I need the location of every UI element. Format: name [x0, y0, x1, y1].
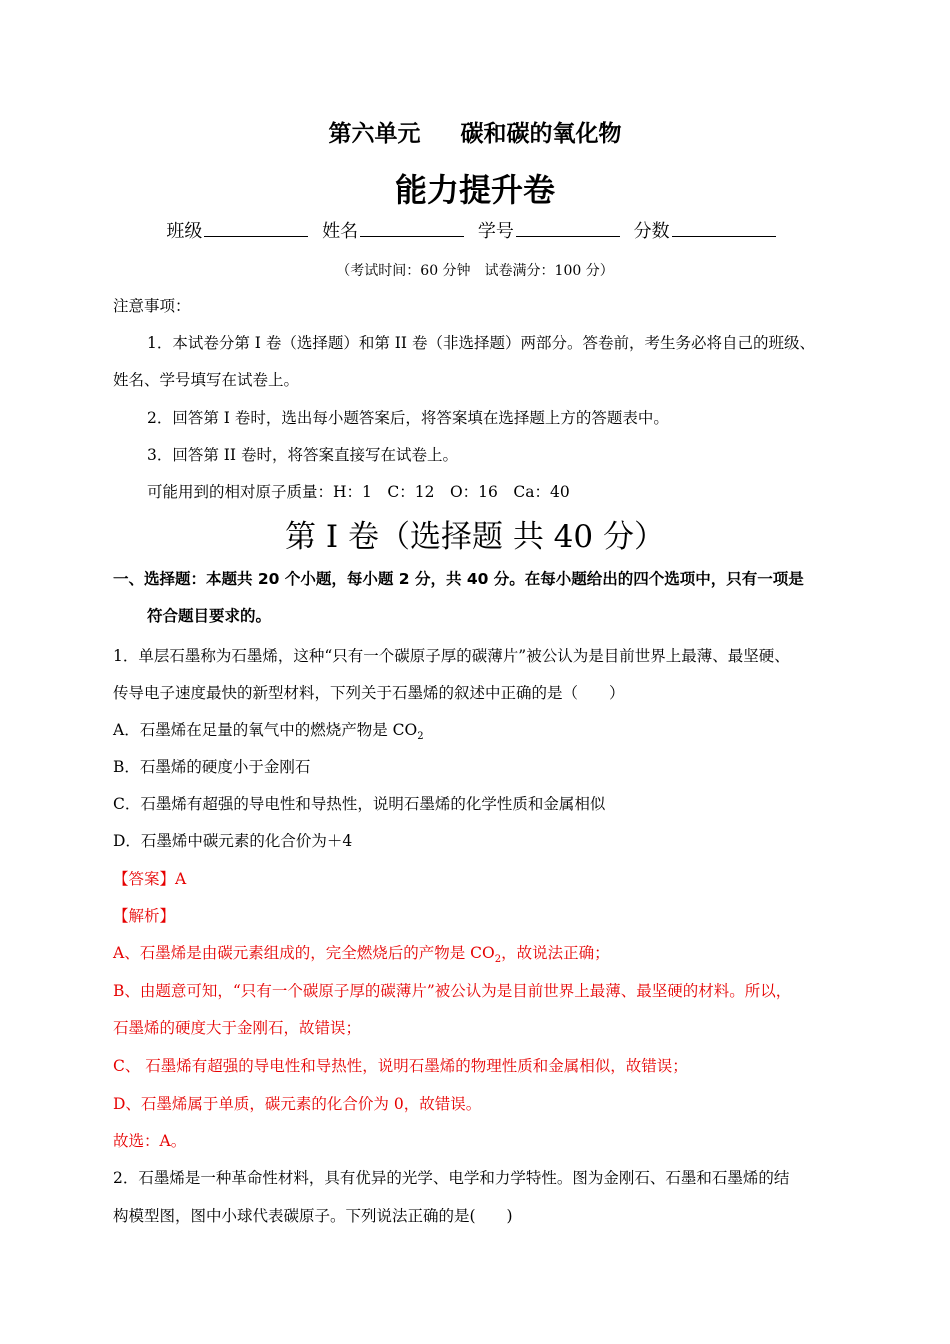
section-instruction-cont: 符合题目要求的。: [147, 607, 272, 625]
q1-option-a-sub: 2: [417, 731, 424, 743]
notice-heading: 注意事项：: [113, 297, 191, 315]
q1-answer: 【答案】A: [113, 870, 187, 888]
q2-stem: 2．石墨烯是一种革命性材料，具有优异的光学、电学和力学特性。图为金刚石、石墨和石墨烯的结: [113, 1169, 790, 1187]
q1-conclusion: 故选：A。: [113, 1132, 187, 1150]
q2-stem-cont: 构模型图，图中小球代表碳原子。下列说法正确的是( ): [113, 1207, 513, 1225]
section-title: 第 I 卷（选择题 共 40 分）: [285, 519, 665, 555]
class-label: 班级: [166, 221, 203, 242]
notice-item-2: 2．回答第 I 卷时，选出每小题答案后，将答案填在选择题上方的答题表中。: [147, 409, 669, 427]
name-blank: [360, 220, 464, 237]
id-blank: [516, 220, 620, 237]
q1-option-b: B．石墨烯的硬度小于金刚石: [113, 758, 311, 776]
q1-explain-c: C、 石墨烯有超强的导电性和导热性，说明石墨烯的物理性质和金属相似，故错误；: [113, 1057, 688, 1075]
q1-option-a-text: A．石墨烯在足量的氧气中的燃烧产物是 CO: [113, 721, 418, 739]
student-info-row: [0, 220, 950, 244]
q1-explain-a: [113, 942, 610, 971]
notice-item-1: 1．本试卷分第 I 卷（选择题）和第 II 卷（非选择题）两部分。答卷前，考生务必将自己的班级、: [147, 334, 815, 352]
q1-explain-a-pre: A、石墨烯是由碳元素组成的，完全燃烧后的产物是 CO: [113, 944, 495, 962]
q1-explain-d: D、石墨烯属于单质，碳元素的化合价为 0，故错误。: [113, 1095, 482, 1113]
unit-topic: 碳和碳的氧化物: [460, 121, 622, 147]
class-blank: [204, 220, 308, 237]
section-instruction: 一、选择题：本题共 20 个小题，每小题 2 分，共 40 分。在每小题给出的四个选项中，只有一项是: [113, 570, 804, 588]
q1-option-d: D．石墨烯中碳元素的化合价为＋4: [113, 832, 353, 850]
notice-item-3: 3．回答第 II 卷时，将答案直接写在试卷上。: [147, 446, 458, 464]
id-label: 学号: [477, 221, 514, 242]
score-blank: [672, 220, 776, 237]
score-label: 分数: [633, 221, 670, 242]
name-label: 姓名: [322, 221, 359, 242]
notice-item-1-cont: 姓名、学号填写在试卷上。: [113, 371, 300, 389]
exam-subtitle: 能力提升卷: [394, 171, 555, 209]
q1-option-c: C．石墨烯有超强的导电性和导热性，说明石墨烯的化学性质和金属相似: [113, 795, 606, 813]
atomic-mass-note: 可能用到的相对原子质量：H：1 C：12 O：16 Ca：40: [147, 483, 570, 501]
unit-title: [0, 123, 950, 145]
q1-explain-b: B、由题意可知，“只有一个碳原子厚的碳薄片”被公认为是目前世界上最薄、最坚硬的材料。所以，: [113, 982, 792, 1000]
q1-option-a: [113, 719, 424, 748]
q1-stem-cont: 传导电子速度最快的新型材料，下列关于石墨烯的叙述中正确的是（ ）: [113, 684, 625, 702]
exam-time-note: （考试时间：60 分钟 试卷满分：100 分）: [336, 263, 614, 279]
q1-stem: 1．单层石墨称为石墨烯，这种“只有一个碳原子厚的碳薄片”被公认为是目前世界上最薄、最坚硬、: [113, 647, 790, 665]
q1-explain-a-sub: 2: [494, 954, 502, 966]
q1-explain-b-cont: 石墨烯的硬度大于金刚石，故错误；: [113, 1019, 362, 1037]
unit-label: 第六单元: [328, 121, 421, 147]
q1-explain-a-post: ，故说法正确；: [501, 944, 610, 962]
q1-analysis-label: 【解析】: [113, 907, 176, 925]
